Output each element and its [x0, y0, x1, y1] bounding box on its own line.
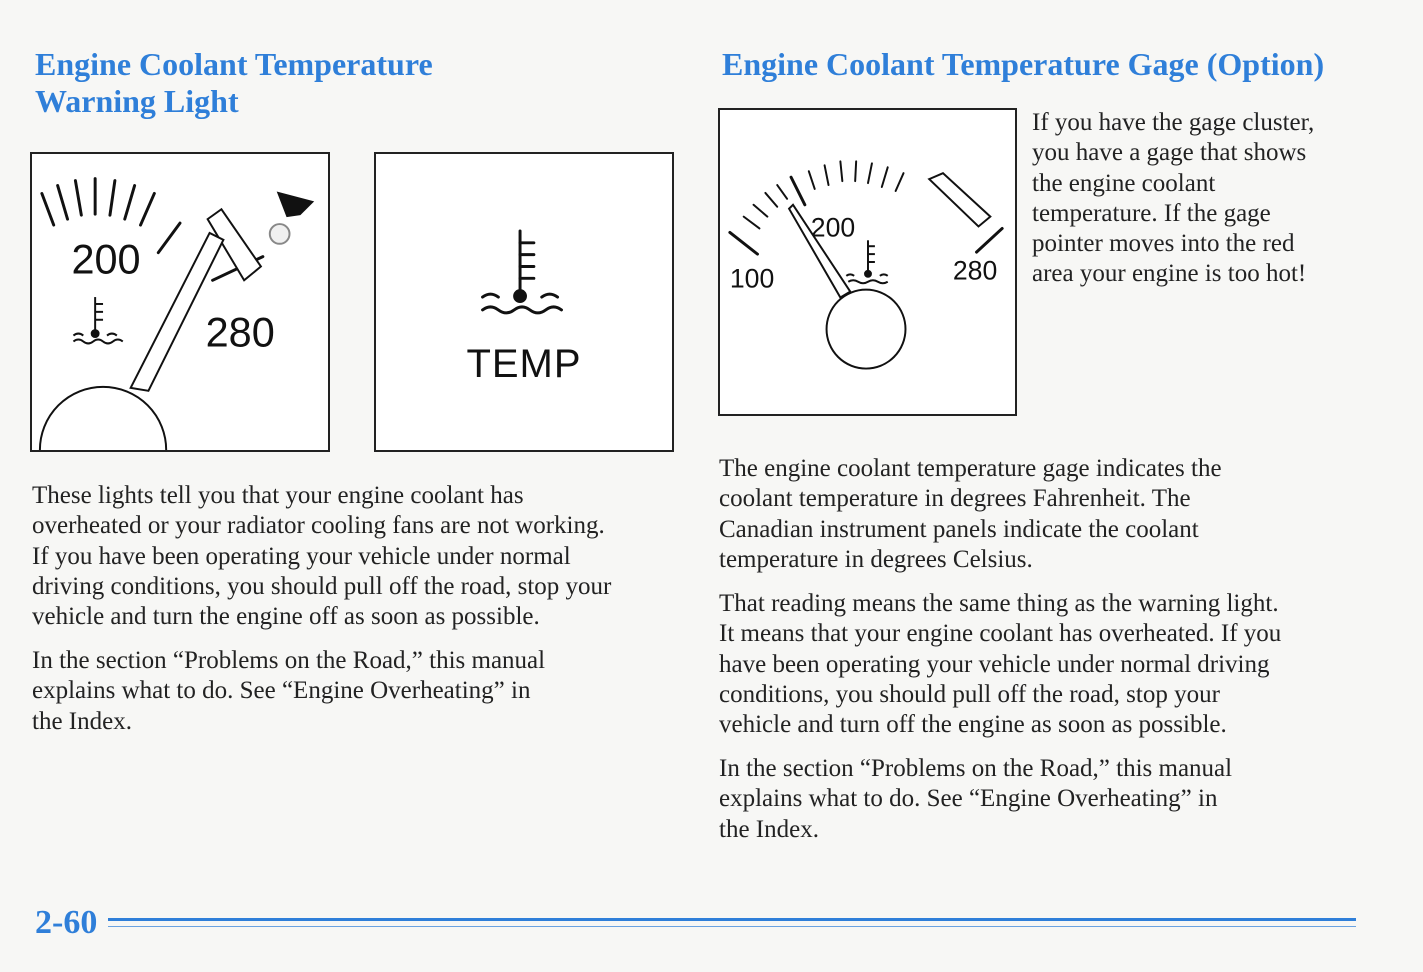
text-line: coolant temperature in degrees Fahrenheit. The	[719, 485, 1191, 513]
text-line: Canadian instrument panels indicate the coolant	[719, 515, 1199, 543]
gage-label-280: 280	[952, 255, 998, 286]
text-line: In the section “Problems on the Road,” this manual	[32, 647, 546, 674]
temp-light-figure	[374, 152, 674, 452]
text-line: you have a gage that shows	[1032, 139, 1307, 167]
text-line: vehicle and turn off the engine as soon as possible.	[719, 711, 1227, 739]
left-paragraph-2	[32, 646, 545, 737]
text-line: overheated or your radiator cooling fans are not working.	[32, 512, 605, 540]
footer-rule-thin	[108, 926, 1356, 927]
text-line: the engine coolant	[1032, 169, 1216, 197]
text-line: That reading means the same thing as the warning light.	[719, 590, 1279, 617]
text-line: driving conditions, you should pull off the road, stop your	[32, 572, 612, 600]
right-paragraph-3	[719, 754, 1232, 845]
text-line: have been operating your vehicle under normal driving	[719, 650, 1270, 678]
right-paragraph-2	[719, 589, 1281, 740]
text-line: explains what to do. See “Engine Overheating” in	[32, 677, 531, 705]
text-line: The engine coolant temperature gage indicates the	[719, 455, 1222, 482]
temp-label: TEMP	[466, 342, 582, 386]
text-line: In the section “Problems on the Road,” this manual	[719, 755, 1233, 782]
gage-heading: Engine Coolant Temperature Gage (Option)	[722, 46, 1325, 82]
text-line: If you have been operating your vehicle under normal	[32, 542, 571, 570]
temperature-gage-figure	[718, 108, 1017, 416]
text-line: the Index.	[32, 707, 132, 735]
gauge-label-280: 280	[205, 308, 275, 356]
text-line: the Index.	[719, 815, 819, 843]
text-line: temperature. If the gage	[1032, 199, 1271, 227]
text-line: temperature in degrees Celsius.	[719, 545, 1033, 573]
gauge-label-200: 200	[71, 235, 141, 283]
thermometer-icon	[846, 240, 887, 283]
warning-gauge-illustration	[32, 154, 328, 450]
gage-hub	[827, 290, 906, 369]
footer-rule	[108, 918, 1356, 921]
text-line: pointer moves into the red	[1032, 230, 1295, 258]
gauge-hub	[40, 387, 166, 450]
coolant-level-icon	[277, 191, 314, 217]
temperature-gage-illustration	[720, 110, 1015, 414]
text-line: conditions, you should pull off the road, stop your	[719, 680, 1220, 708]
text-line: These lights tell you that your engine coolant has	[32, 482, 524, 509]
text-line: area your engine is too hot!	[1032, 260, 1307, 288]
text-line: If you have the gage cluster,	[1032, 109, 1315, 136]
warning-light-heading	[35, 46, 433, 120]
left-paragraph-1	[32, 481, 611, 632]
heading-line-2: Warning Light	[35, 83, 239, 119]
gage-label-100: 100	[729, 263, 775, 294]
gage-side-text	[1032, 108, 1314, 290]
indicator-lamp-icon	[270, 224, 290, 244]
page-number: 2-60	[35, 904, 98, 941]
heading-line-1: Engine Coolant Temperature	[35, 46, 433, 82]
thermometer-icon	[73, 297, 122, 343]
text-line: explains what to do. See “Engine Overheating” in	[719, 785, 1218, 813]
coolant-thermometer-icon	[376, 154, 672, 450]
warning-gauge-figure	[30, 152, 330, 452]
text-line: It means that your engine coolant has overheated. If you	[719, 620, 1282, 648]
red-zone-arc	[929, 173, 990, 226]
right-paragraph-1	[719, 454, 1222, 575]
text-line: vehicle and turn the engine off as soon as possible.	[32, 603, 540, 631]
gage-label-200: 200	[810, 212, 856, 243]
